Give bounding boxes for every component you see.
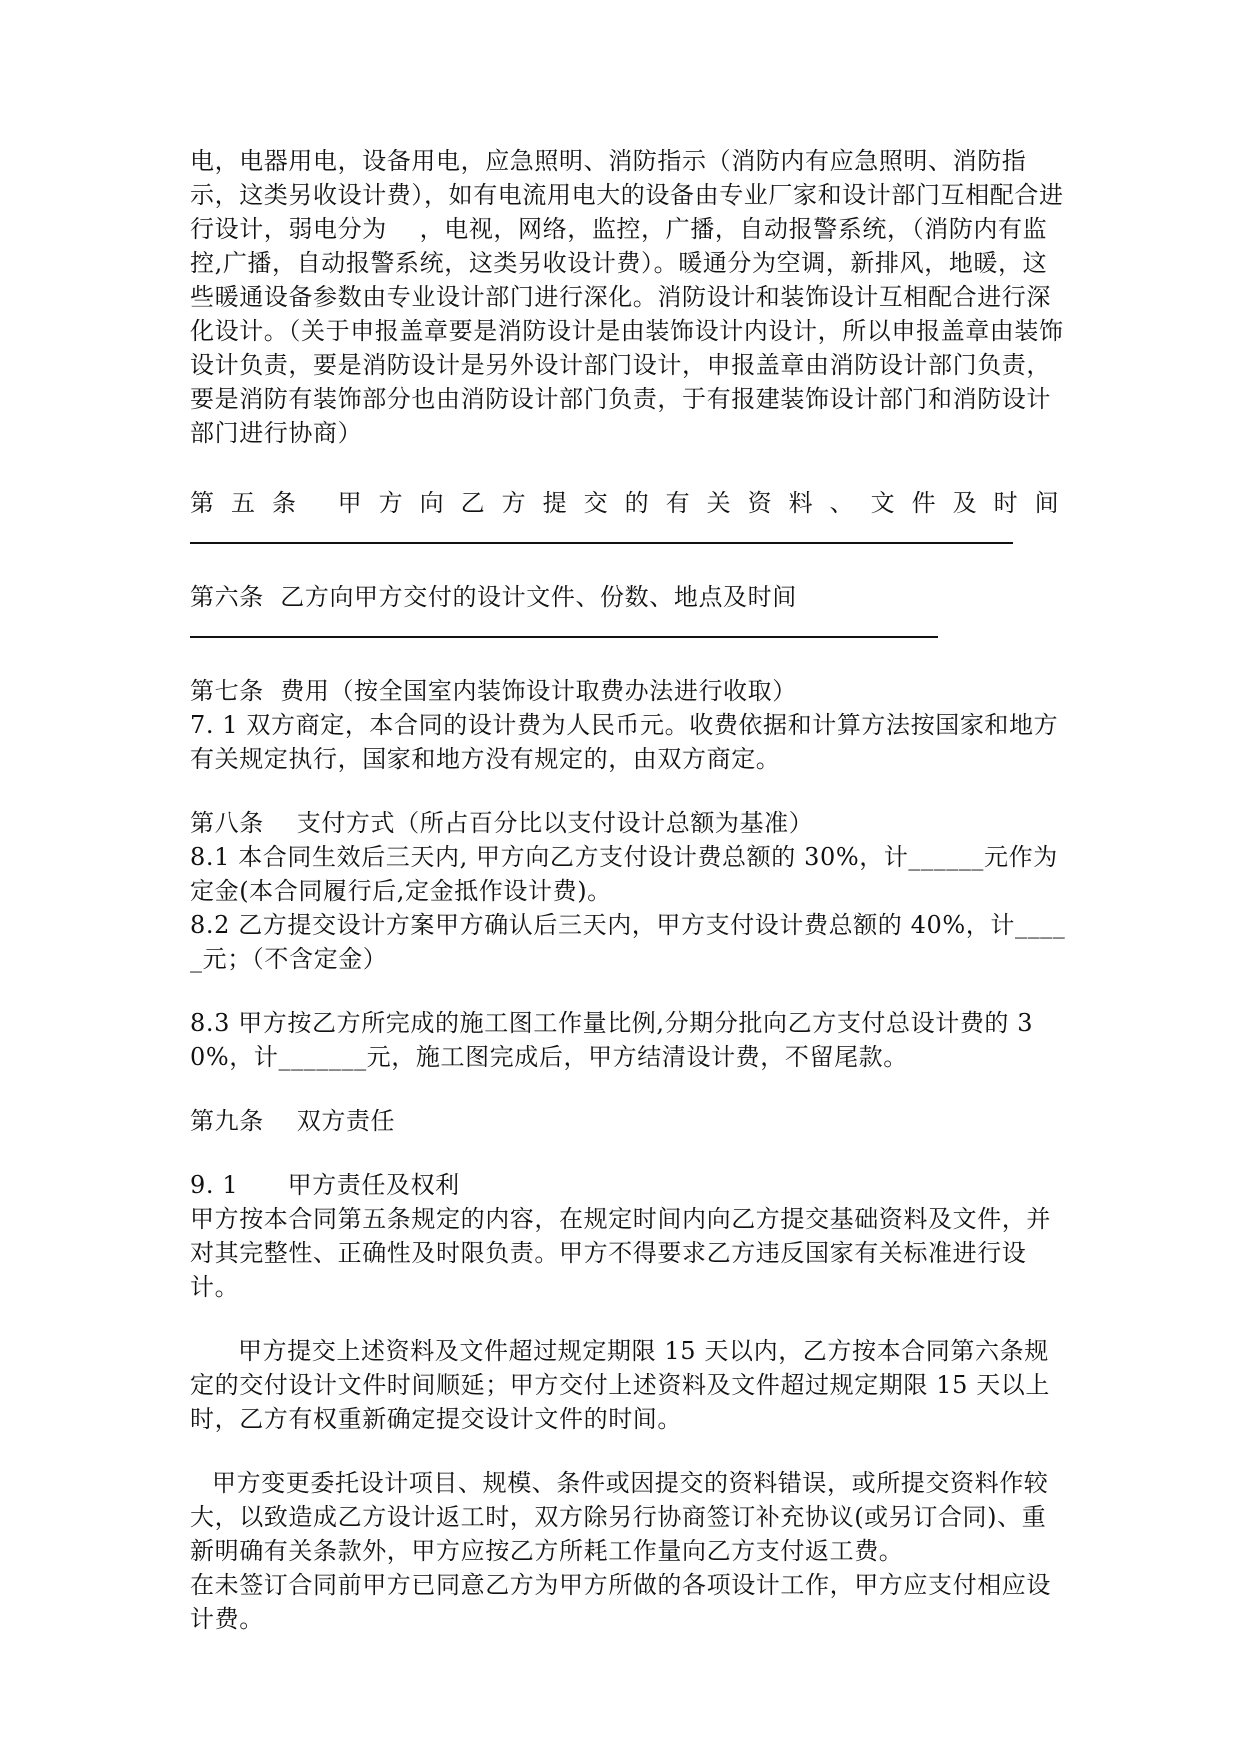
- article-8-title: 第八条 支付方式（所占百分比以支付设计总额为基准）: [190, 809, 814, 837]
- article-9-1-title: 9. 1 甲方责任及权利: [190, 1171, 460, 1199]
- article-6-blank-line: [190, 636, 938, 638]
- article-9-1-paragraph-3: 甲方变更委托设计项目、规模、条件或因提交的资料错误，或所提交资料作较大，以致造成乙方设计返工时，双方除另行协商签订补充协议(或另订合同)、重新明确有关条款外，甲方应按乙方所耗工作量向乙方支付返工费。: [190, 1469, 1049, 1565]
- article-7-title: 第七条 费用（按全国室内装饰设计取费办法进行收取）: [190, 677, 797, 705]
- article-9-title: 第九条 双方责任: [190, 1107, 396, 1135]
- article-7-1: 7. 1 双方商定，本合同的设计费为人民币元。收费依据和计算方法按国家和地方有关规定执行，国家和地方没有规定的，由双方商定。: [190, 711, 1059, 773]
- article-8-3: 8.3 甲方按乙方所完成的施工图工作量比例,分期分批向乙方支付总设计费的 30%，计_______元，施工图完成后，甲方结清设计费，不留尾款。: [190, 1009, 1034, 1071]
- article-5-blank-line: [190, 542, 1013, 544]
- article-8-2: 8.2 乙方提交设计方案甲方确认后三天内，甲方支付设计费总额的 40%，计_____元；（不含定金）: [190, 911, 1066, 973]
- article-9-1-paragraph-2: 甲方提交上述资料及文件超过规定期限 15 天以内，乙方按本合同第六条规定的交付设计文件时间顺延；甲方交付上述资料及文件超过规定期限 15 天以上时，乙方有权重新确定提交设计文件的时间。: [190, 1337, 1050, 1433]
- article-9-1-paragraph-4: 在未签订合同前甲方已同意乙方为甲方所做的各项设计工作，甲方应支付相应设计费。: [190, 1571, 1051, 1633]
- article-5-title: 第五条 甲方向乙方提交的有关资料、文件及时间: [190, 489, 1076, 517]
- intro-paragraph: 电，电器用电，设备用电，应急照明、消防指示（消防内有应急照明、消防指示，这类另收设计费），如有电流用电大的设备由专业厂家和设计部门互相配合进行设计，弱电分为 ，电视，网络，监控，广播，自动报警系统，（消防内有监控,广播，自动报警系统，这类另收设计费）。暖通分为空调，新排风，地暖，这些暖通设备参数由专业设计部门进行深化。消防设计和装饰设计互相配合进行深化设计。（关于申报盖章要是消防设计是由装饰设计内设计，所以申报盖章由装饰设计负责，要是消防设计是另外设计部门设计，申报盖章由消防设计部门负责，要是消防有装饰部分也由消防设计部门负责，于有报建装饰设计部门和消防设计部门进行协商）: [190, 147, 1064, 447]
- document-body: [190, 144, 1076, 1636]
- article-8-1: 8.1 本合同生效后三天内, 甲方向乙方支付设计费总额的 30%，计______元作为定金(本合同履行后,定金抵作设计费)。: [190, 843, 1058, 905]
- article-6-title: 第六条 乙方向甲方交付的设计文件、份数、地点及时间: [190, 583, 797, 611]
- article-9-1-paragraph-1: 甲方按本合同第五条规定的内容，在规定时间内向乙方提交基础资料及文件，并对其完整性、正确性及时限负责。甲方不得要求乙方违反国家有关标准进行设计。: [190, 1205, 1051, 1301]
